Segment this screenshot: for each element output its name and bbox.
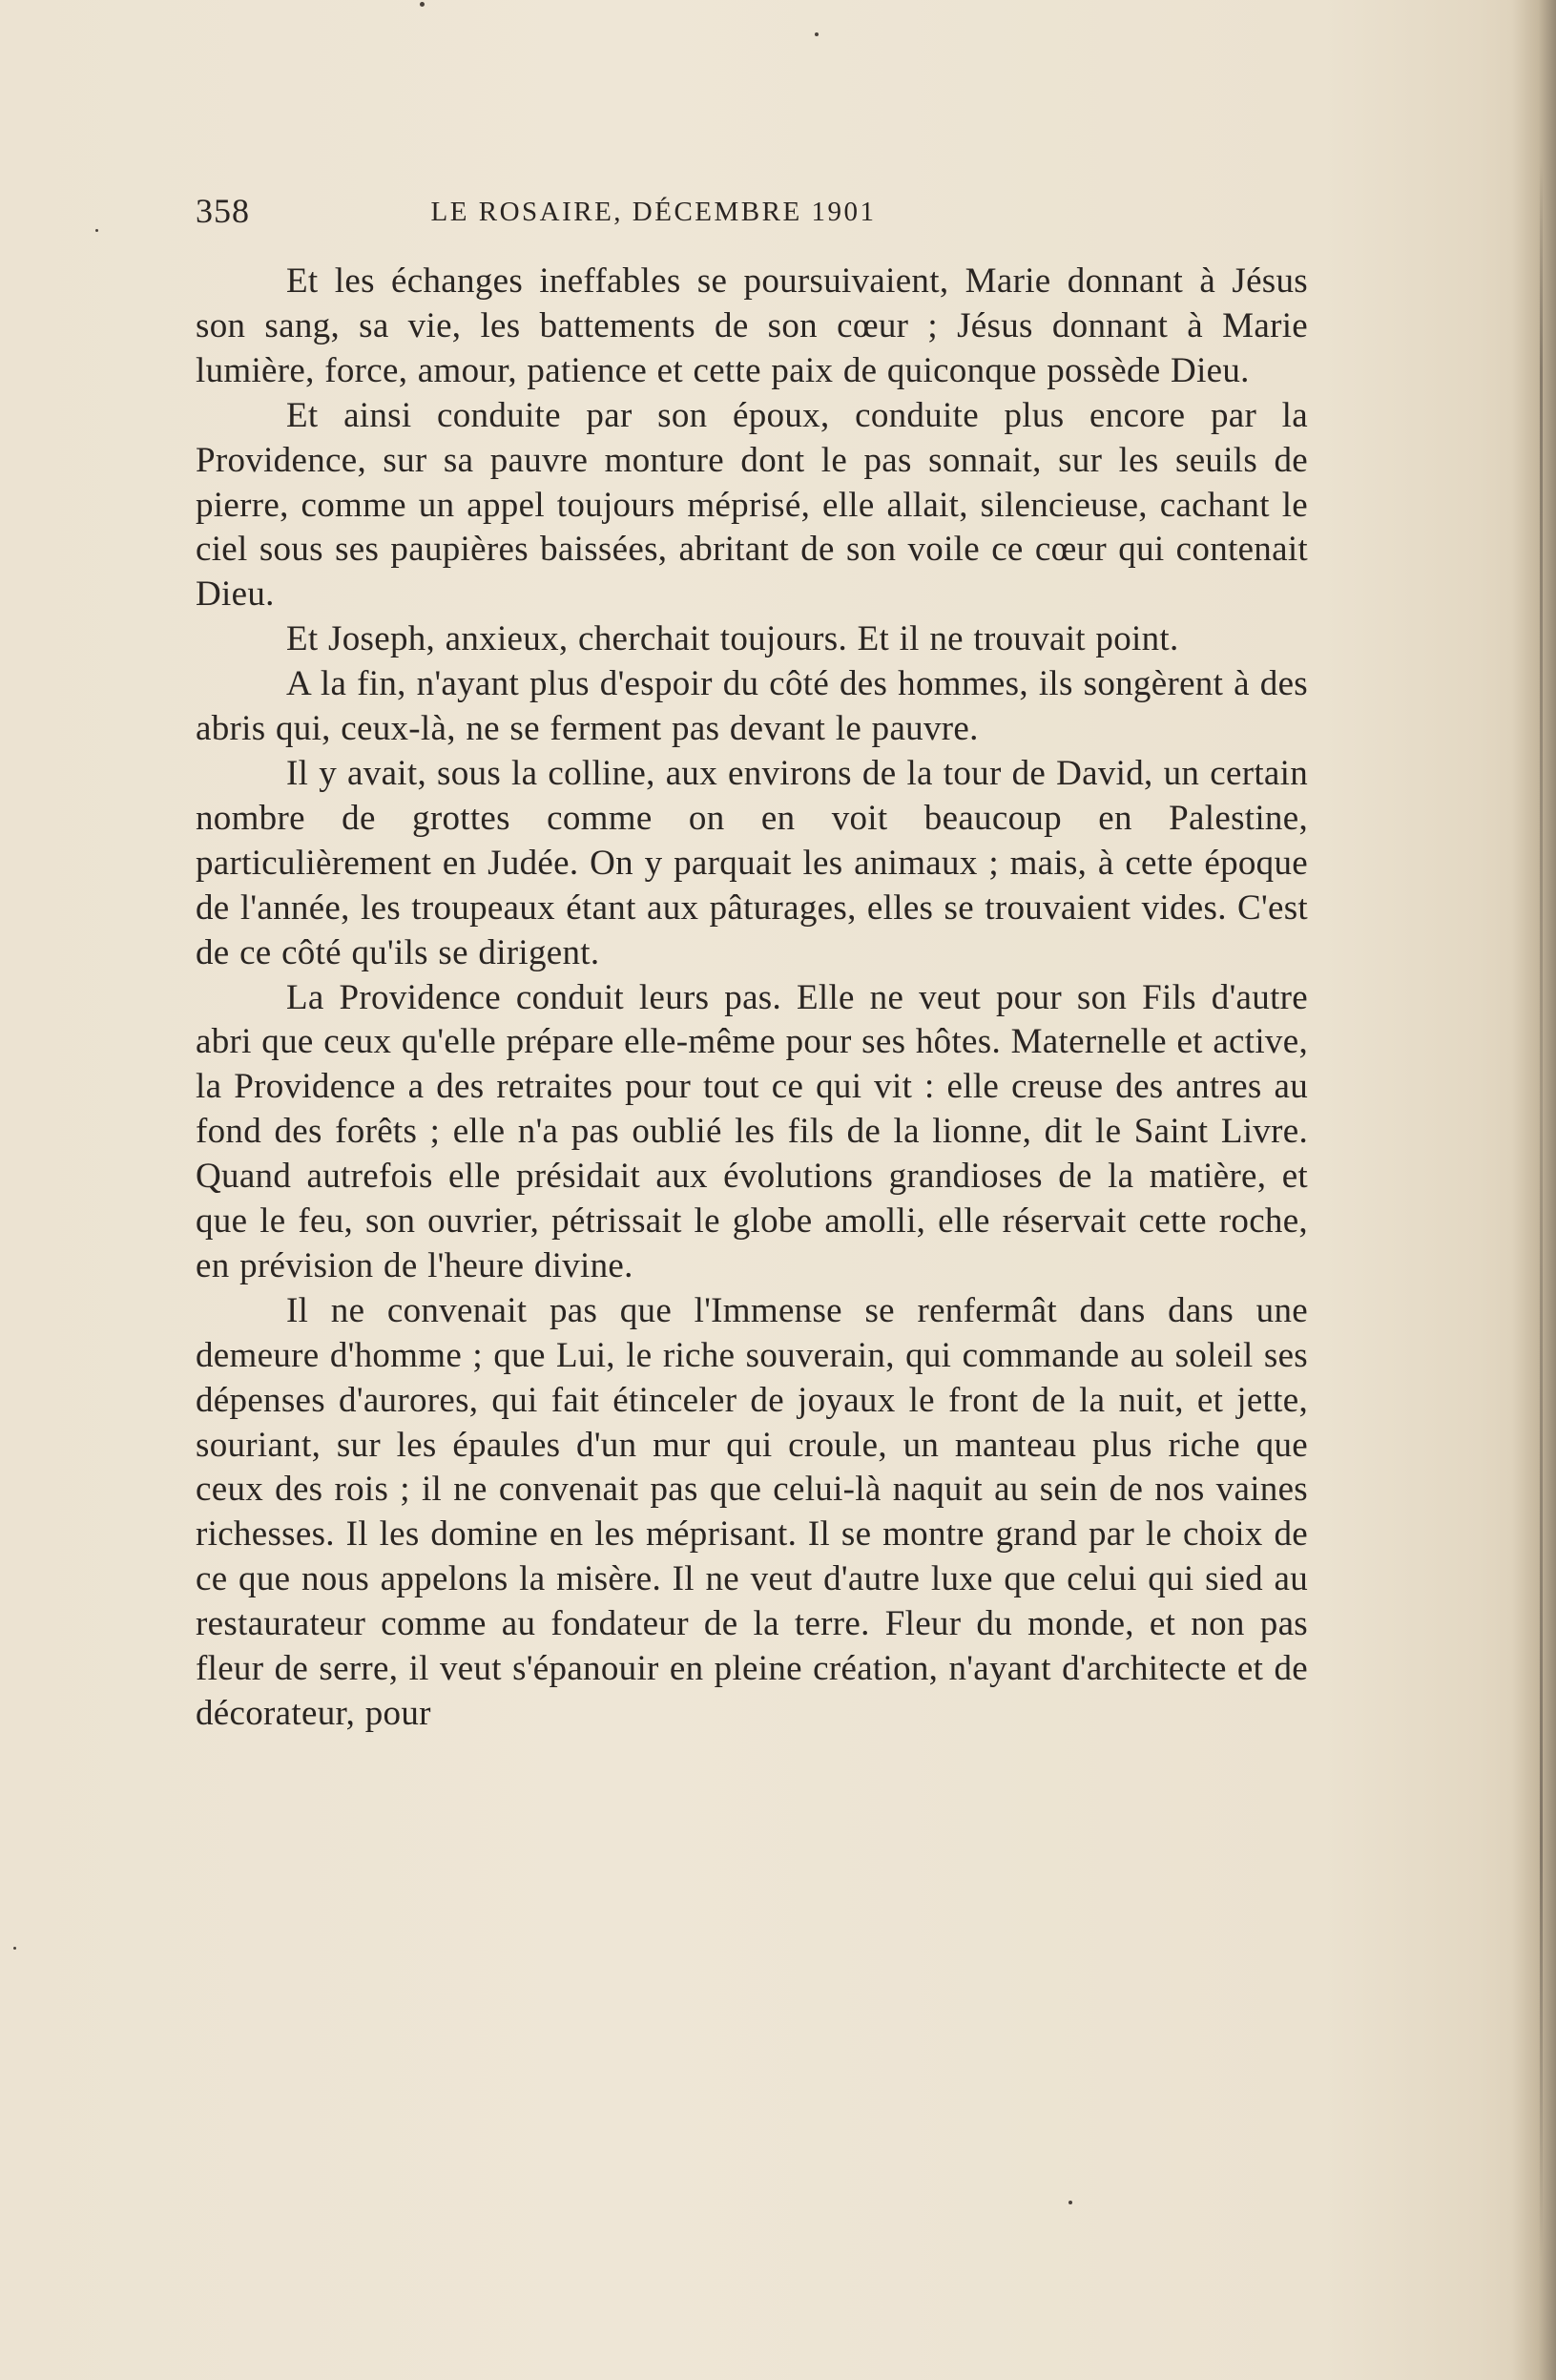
- ink-speck: [13, 1947, 16, 1950]
- paragraph: La Providence conduit leurs pas. Elle ne veut pour son Fils d'autre abri que ceux qu'elle prépare elle-même pour ses hôtes. Maternelle et active, la Providence a des retraites pour tout ce qui vit : elle creuse des antres au fond des forêts ; elle n'a pas oublié les fils de la lionne, dit le Saint Livre. Quand autrefois elle présidait aux évolutions grandioses de la matière, et que le feu, son ouvrier, pétrissait le globe amolli, elle réservait cette roche, en prévision de l'heure divine.: [196, 977, 1308, 1285]
- page-edge-line: [1540, 162, 1543, 2262]
- paragraph: Il ne convenait pas que l'Immense se renfermât dans dans une demeure d'homme ; que Lui, le riche souverain, qui commande au soleil ses dépenses d'aurores, qui fait étinceler de joyaux le front de la nuit, et jette, souriant, sur les épaules d'un mur qui croule, un manteau plus riche que ceux des rois ; il ne convenait pas que celui-là naquit au sein de nos vaines richesses. Il les domine en les méprisant. Il se montre grand par le choix de ce que nous appelons la misère. Il ne veut d'autre luxe que celui qui sied au restaurateur comme au fondateur de la terre. Fleur du monde, et non pas fleur de serre, il veut s'épanouir en pleine création, n'ayant d'architecte et de décorateur, pour: [196, 1290, 1308, 1733]
- body-text: [196, 260, 1308, 1737]
- paragraph: A la fin, n'ayant plus d'espoir du côté des hommes, ils songèrent à des abris qui, ceux-là, ne se ferment pas devant le pauvre.: [196, 664, 1308, 749]
- page-header: [196, 191, 1045, 239]
- ink-speck: [420, 2, 425, 7]
- paragraph: Et les échanges ineffables se poursuivaient, Marie donnant à Jésus son sang, sa vie, les battements de son cœur ; Jésus donnant à Marie lumière, force, amour, patience et cette paix de quiconque possède Dieu.: [196, 261, 1308, 390]
- paragraph: Et Joseph, anxieux, cherchait toujours. Et il ne trouvait point.: [286, 619, 1179, 659]
- page-edge-shadow: [1512, 0, 1556, 2380]
- running-title: LE ROSAIRE, DÉCEMBRE 1901: [430, 197, 877, 227]
- paragraph: Il y avait, sous la colline, aux environs de la tour de David, un certain nombre de grottes comme on en voit beaucoup en Palestine, particulièrement en Judée. On y parquait les animaux ; mais, à cette époque de l'année, les troupeaux étant aux pâturages, elles se trouvaient vides. C'est de ce côté qu'ils se dirigent.: [196, 753, 1308, 972]
- ink-speck: [815, 32, 819, 36]
- page-number: 358: [196, 192, 250, 230]
- paragraph: Et ainsi conduite par son époux, conduite plus encore par la Providence, sur sa pauvre monture dont le pas sonnait, sur les seuils de pierre, comme un appel toujours méprisé, elle allait, silencieuse, cachant le ciel sous ses paupières baissées, abritant de son voile ce cœur qui contenait Dieu.: [196, 395, 1308, 615]
- ink-speck: [1068, 2201, 1072, 2204]
- ink-speck: [95, 229, 98, 232]
